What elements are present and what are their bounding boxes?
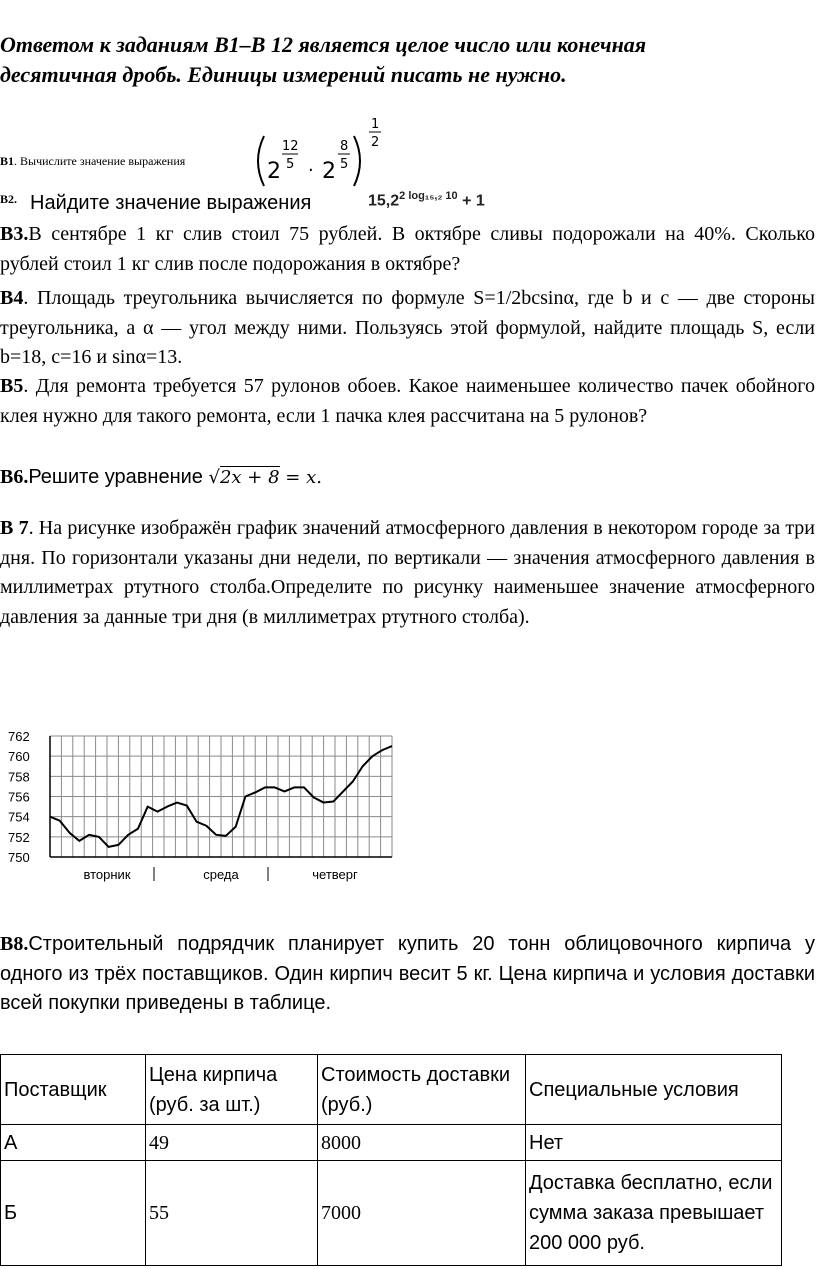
task-b2-number: В2.: [0, 192, 18, 206]
y-tick-label: 760: [8, 749, 30, 765]
heading-line-2: десятичная дробь. Единицы измерений писать не нужно.: [0, 62, 567, 87]
cell-price: 55: [146, 1161, 318, 1266]
x-day-label: четверг: [312, 867, 358, 882]
header-delivery: Стоимость доставки (руб.): [318, 1055, 526, 1125]
b1-outer-num: 1: [371, 117, 380, 132]
table-row: [1, 1125, 782, 1161]
task-b5-number: В5: [0, 375, 24, 397]
b2-expr-exponent: 2 log₁₅,₂ 10: [399, 190, 458, 202]
suppliers-table: [0, 1054, 782, 1266]
task-b7: [0, 514, 815, 632]
task-b2: [0, 190, 560, 218]
task-b6-number: В6.: [0, 466, 29, 488]
y-tick-label: 750: [8, 850, 30, 865]
task-b4-text: . Площадь треугольника вычисляется по формуле S=1/2bcsinα, где b и c — две стороны треугольника, а α — угол между ними. Пользуясь этой формулой, найдите площадь S, если b=18, c=16 и sinα=13.: [0, 287, 815, 368]
b1-dot: ·: [308, 160, 314, 181]
task-b6: [0, 462, 322, 493]
cell-delivery: 7000: [318, 1161, 526, 1266]
cell-price: 49: [146, 1125, 318, 1161]
task-b5: [0, 372, 815, 431]
task-b4: [0, 284, 815, 373]
table-header-row: [1, 1055, 782, 1125]
b1-exp1-num: 12: [282, 139, 299, 154]
task-b1-text: . Вычислите значение выражения: [14, 154, 186, 168]
task-b3: [0, 220, 815, 279]
table-row: [1, 1161, 782, 1266]
heading-line-1: Ответом к заданиям В1–В 12 является целое число или конечная: [0, 32, 647, 57]
task-b6-text: Решите уравнение: [28, 466, 209, 488]
task-b7-number: В 7: [0, 517, 29, 539]
task-b1: [0, 117, 420, 188]
pressure-chart-svg: [0, 716, 400, 896]
b6-radicand: 2x + 8: [219, 467, 280, 488]
cell-conditions: Нет: [526, 1125, 782, 1161]
b1-exp2-den: 5: [340, 157, 349, 172]
y-tick-label: 752: [8, 829, 30, 845]
header-price: Цена кирпича (руб. за шт.): [146, 1055, 318, 1125]
b1-base-1: 2: [267, 159, 281, 184]
instructions-heading: [0, 30, 760, 90]
task-b2-expression: [368, 190, 485, 210]
task-b3-text: В сентябре 1 кг слив стоил 75 рублей. В октябре сливы подорожали на 40%. Сколько рублей стоил 1 кг слив после подорожания в октябре?: [0, 223, 815, 275]
task-b2-text: Найдите значение выражения: [30, 192, 312, 214]
task-b1-number: В1: [0, 154, 15, 168]
pressure-chart: [0, 716, 400, 896]
task-b8: [0, 930, 815, 1019]
b2-expr-base: 15,2: [368, 192, 400, 210]
task-b5-text: . Для ремонта требуется 57 рулонов обоев. Какое наименьшее количество пачек обойного клея нужно для такого ремонта, если 1 пачка клея рассчитана на 5 рулонов?: [0, 375, 815, 427]
b6-rhs: = x.: [279, 467, 322, 488]
cell-conditions: Доставка бесплатно, если сумма заказа превышает 200 000 руб.: [526, 1161, 782, 1266]
task-b8-number: В8.: [0, 933, 29, 955]
b2-expr-tail: + 1: [457, 192, 485, 210]
header-conditions: Специальные условия: [526, 1055, 782, 1125]
header-supplier: Поставщик: [1, 1055, 146, 1125]
task-b1-outer-exponent: [366, 114, 386, 154]
y-tick-label: 762: [8, 729, 30, 744]
task-b6-equation: √2x + 8 = x.: [208, 467, 322, 488]
task-b3-number: В3.: [0, 223, 29, 245]
cell-supplier: Б: [1, 1161, 146, 1266]
y-tick-label: 758: [8, 769, 30, 785]
b1-base-2: 2: [322, 159, 336, 184]
b1-exp2-num: 8: [340, 139, 349, 154]
x-day-label: вторник: [83, 867, 131, 882]
x-day-label: среда: [203, 867, 239, 882]
y-tick-label: 756: [8, 789, 30, 805]
cell-delivery: 8000: [318, 1125, 526, 1161]
task-b4-number: В4: [0, 287, 24, 309]
b1-exp1-den: 5: [286, 157, 295, 172]
b1-outer-den: 2: [371, 135, 380, 150]
task-b7-text: . На рисунке изображён график значений атмосферного давления в некотором городе за три дня. По горизонтали указаны дни недели, по вертикали — значения атмосферного давления в миллиметрах ртутного столба.Определите по рисунку наименьшее значение атмосферного давления за данные три дня (в миллиметрах ртутного столба).: [0, 517, 816, 628]
task-b8-text: Строительный подрядчик планирует купить 20 тонн облицовочного кирпича у одного из трёх поставщиков. Один кирпич весит 5 кг. Цена кирпича и условия доставки всей покупки приведены в таблице.: [0, 933, 815, 1014]
y-tick-label: 754: [8, 809, 30, 825]
cell-supplier: А: [1, 1125, 146, 1161]
